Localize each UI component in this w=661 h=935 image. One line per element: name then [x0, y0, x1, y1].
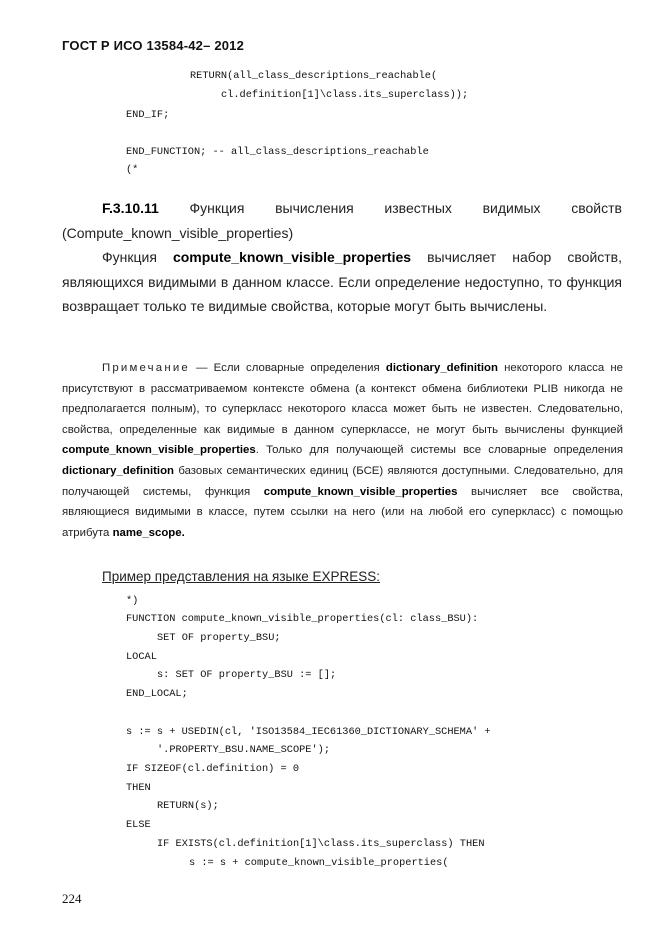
code-line: (*	[126, 164, 139, 176]
page-number: 224	[62, 891, 82, 906]
section-title-word: Функция	[189, 200, 245, 216]
section-heading-line-1	[62, 196, 622, 221]
code-line: cl.definition[1]\class.its_superclass));	[221, 89, 469, 101]
section-title-word: свойств	[571, 200, 622, 216]
code-line: s: SET OF property_BSU := [];	[157, 669, 337, 681]
code-line: s := s + compute_known_visible_properties(	[189, 857, 449, 869]
code-line: ELSE	[126, 819, 151, 831]
paragraph-lead: Функция	[102, 249, 157, 265]
note-text: Если словарные определения	[213, 362, 380, 374]
note-term: dictionary_definition	[385, 362, 498, 374]
code-line: END_IF;	[126, 109, 170, 121]
code-line: RETURN(s);	[157, 800, 219, 812]
section-heading	[62, 196, 622, 245]
section-title-word: видимых	[482, 200, 541, 216]
note-text: вычисляет все свойства, являющиеся видимыми в классе, путем ссылки на него (или на любой его суперкласс) с помощью атрибута	[62, 485, 624, 539]
code-line: RETURN(all_class_descriptions_reachable(	[190, 70, 438, 82]
example-heading: Пример представления на языке EXPRESS:	[102, 569, 381, 584]
paragraph-text: вычисляет набор свойств, являющихся видимыми в данном классе. Если определение недоступно, то функция возвращает только те видимые свойства, которые могут быть вычислены.	[62, 249, 623, 314]
code-line: END_LOCAL;	[126, 688, 188, 700]
function-name: compute_known_visible_properties	[172, 249, 412, 265]
code-line: LOCAL	[126, 651, 157, 663]
section-title-word: известных	[384, 200, 452, 216]
document-header: ГОСТ Р ИСО 13584-42– 2012	[62, 38, 245, 53]
note-term: compute_known_visible_properties	[263, 485, 458, 498]
code-line: FUNCTION compute_known_visible_properties(cl: class_BSU):	[126, 613, 479, 625]
code-line: *)	[126, 595, 139, 607]
code-line: s := s + USEDIN(cl, 'ISO13584_IEC61360_DICTIONARY_SCHEMA' +	[126, 726, 491, 738]
section-title-continuation: (Compute_known_visible_properties)	[62, 224, 294, 241]
code-line: END_FUNCTION; -- all_class_descriptions_reachable	[126, 146, 429, 158]
note-block	[62, 358, 623, 543]
description-paragraph	[62, 245, 622, 319]
note-dash: —	[196, 362, 208, 374]
section-number: F.3.10.11	[102, 200, 159, 216]
code-line: SET OF property_BSU;	[157, 632, 281, 644]
note-term: name_scope.	[112, 526, 185, 539]
code-line: IF SIZEOF(cl.definition) = 0	[126, 763, 300, 775]
code-line: IF EXISTS(cl.definition[1]\class.its_superclass) THEN	[157, 838, 485, 850]
note-label: Примечание	[102, 362, 190, 374]
note-text: некоторого класса не присутствуют в рассматриваемом контексте обмена (а контекст обмена библиотеки PLIB никогда не предполагается полным), то суперкласс некоторого класса может быть не известен. Следовательно, свойства, определенные как видимые в данном суперклассе, не могут быть вычислены функцией	[62, 362, 624, 436]
note-text: базовых семантических единиц (БСЕ) являются доступными. Следовательно, для получающей системы, функция	[62, 464, 623, 498]
note-term: dictionary_definition	[62, 464, 175, 477]
code-line: '.PROPERTY_BSU.NAME_SCOPE');	[157, 744, 331, 756]
note-text: . Только для получающей системы все словарные определения	[255, 444, 623, 457]
section-title-word: вычисления	[275, 200, 354, 216]
note-term: compute_known_visible_properties	[62, 444, 256, 457]
code-line: THEN	[126, 782, 151, 794]
